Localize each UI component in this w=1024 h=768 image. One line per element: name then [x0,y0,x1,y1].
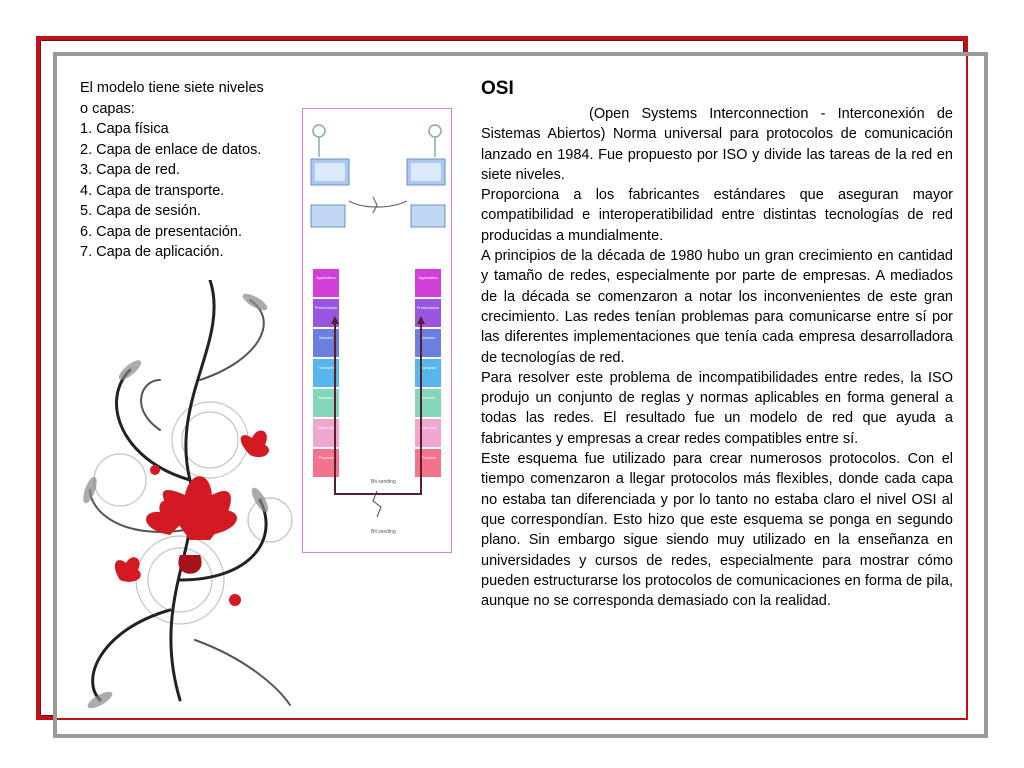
article-paragraph: Para resolver este problema de incompatibilidades entre redes, la ISO produjo un conjunto de reglas y normas aplicables en forma general a todas las redes. El resultado fue un modelo de red que ayuda a fabricantes y empresas a crear redes compatibles entre sí. [481,369,953,447]
article-paragraph: A principios de la década de 1980 hubo un gran crecimiento en cantidad y tamaño de redes, especialmente por parte de empresas. A mediados de la década se comenzaron a notar los inconvenientes de este gran crecimiento. Las redes tenían problemas para comunicarse entre sí por las diferentes implementaciones que tenía cada empresa desarrolladora de tecnologías de red. [481,248,953,366]
osi-layer-block [415,419,441,447]
level-item: 3. Capa de red. [80,162,180,178]
osi-layer-label: Application [418,275,438,280]
bit-sending-label: Bit sending [371,529,396,535]
osi-layer-block [415,389,441,417]
osi-layer-label: Session [420,335,436,340]
osi-layer-label: Transport [419,365,437,370]
osi-layer-label: Network [318,395,334,400]
osi-article [481,76,953,611]
article-paragraph: Proporciona a los fabricantes estándares que aseguran mayor compatibilidad e interoperatibilidad entre distintas tecnologías de red producidas a mundialmente. [481,187,953,244]
article-paragraph: (Open Systems Interconnection - Interconexión de Sistemas Abiertos) Norma universal para protocolos de comunicación lanzado en 1984. Fue propuesto por ISO y divide las tareas de la red en siete niveles. [481,106,953,183]
osi-layer-label: Data Link [419,425,437,430]
osi-layer-block [415,449,441,477]
osi-stack-right [415,269,441,477]
level-item: 4. Capa de transporte. [80,182,225,199]
osi-layer-label: Physical [318,455,334,460]
osi-layer-label: Network [420,395,436,400]
osi-diagram-image [302,108,452,553]
osi-layer-block [415,359,441,387]
osi-layer-label: Transport [317,365,335,370]
level-item: 5. Capa de sesión. [80,203,201,219]
article-title: OSI [481,78,514,99]
osi-layer-label: Physical [420,455,436,460]
osi-layer-block [415,269,441,297]
osi-layer-label: Application [316,275,336,280]
osi-levels-list [80,78,270,263]
computer-icon-left [311,125,349,227]
level-item: 2. Capa de enlace de datos. [80,141,262,158]
osi-layer-block [313,269,339,297]
osi-layer-label: Session [318,335,334,340]
level-item: 7. Capa de aplicación. [80,244,224,260]
floral-decoration-image [60,280,300,710]
article-paragraph: Este esquema fue utilizado para crear numerosos protocolos. Con el tiempo comenzaron a llegar protocolos más flexibles, donde cada capa no estaba tan diferenciada y por lo tanto no estaba claro el nivel OSI al que correspondían. Esto hizo que este esquema se ponga en segundo plano. Sin embargo sigue siendo muy utilizado en la enseñanza en universidades y cursos de redes, especialmente para mostrar cómo pueden estructurarse los protocolos de comunicaciones en forma de pila, aunque no se corresponda demasiado con la realidad. [481,451,953,610]
osi-layer-label: Presentation [416,305,440,310]
level-item: 1. Capa física [80,121,169,137]
levels-intro: El modelo tiene siete niveles o capas: [80,80,264,117]
computer-icon-right [407,125,445,227]
osi-layer-block [415,329,441,357]
osi-layer-label: Presentation [314,305,338,310]
osi-layer-label: Data Link [317,425,335,430]
level-item: 6. Capa de presentación. [80,223,243,240]
bit-sending-label: Bit sending [371,479,396,485]
